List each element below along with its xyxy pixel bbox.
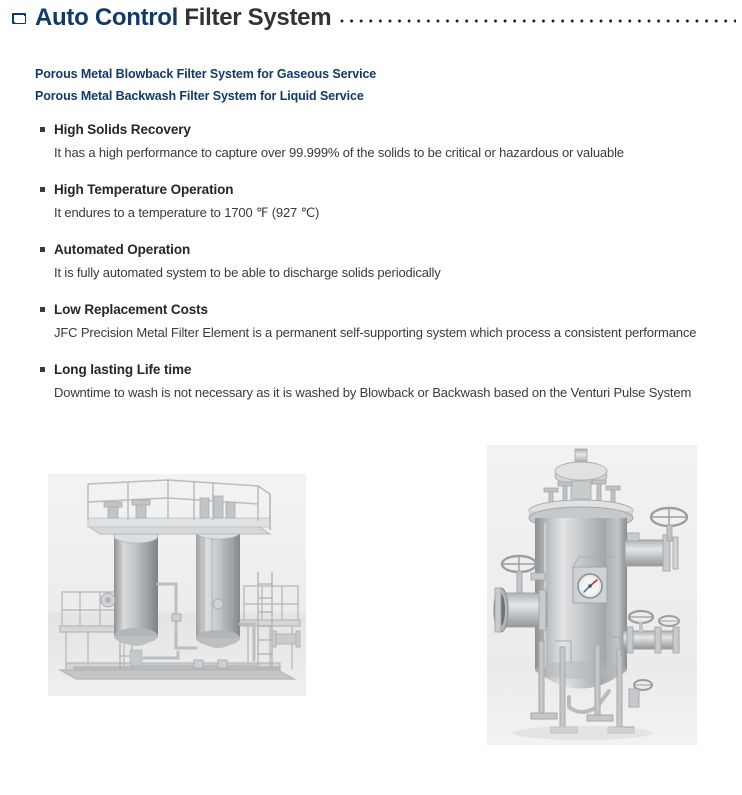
list-item — [0, 300, 742, 343]
list-item — [0, 120, 742, 163]
hollow-square-icon — [12, 13, 26, 24]
dotted-leader — [340, 19, 736, 23]
page-title-secondary: Filter System — [184, 4, 332, 31]
filter-vessel-photo — [487, 445, 697, 745]
feature-heading: Low Replacement Costs — [54, 302, 208, 317]
feature-list — [0, 120, 742, 420]
feature-body: It has a high performance to capture over 99.999% of the solids to be critical or hazardous or valuable — [54, 145, 624, 160]
list-item — [0, 180, 742, 223]
square-bullet-icon — [40, 187, 45, 192]
feature-heading: High Solids Recovery — [54, 122, 191, 137]
subtitle-liquid-service: Porous Metal Backwash Filter System for Liquid Service — [35, 89, 364, 103]
page-title-primary: Auto Control — [35, 4, 179, 31]
subtitle-gaseous-service: Porous Metal Blowback Filter System for Gaseous Service — [35, 67, 377, 81]
feature-body: JFC Precision Metal Filter Element is a permanent self-supporting system which process a consistent performance — [54, 325, 697, 340]
square-bullet-icon — [40, 367, 45, 372]
square-bullet-icon — [40, 127, 45, 132]
list-item — [0, 240, 742, 283]
feature-heading: Long lasting Life time — [54, 362, 192, 377]
feature-heading: High Temperature Operation — [54, 182, 234, 197]
feature-body: It is fully automated system to be able to discharge solids periodically — [54, 265, 441, 280]
feature-body: Downtime to wash is not necessary as it is washed by Blowback or Backwash based on the Venturi Pulse System — [54, 385, 692, 400]
subtitle-group — [35, 63, 715, 107]
page-header — [0, 0, 742, 46]
square-bullet-icon — [40, 247, 45, 252]
filter-skid-assembly-photo — [48, 474, 306, 696]
list-item — [0, 360, 742, 403]
feature-heading: Automated Operation — [54, 242, 191, 257]
page-title — [35, 2, 331, 34]
feature-body: It endures to a temperature to 1700 ℉ (927 ℃) — [54, 205, 320, 220]
square-bullet-icon — [40, 307, 45, 312]
